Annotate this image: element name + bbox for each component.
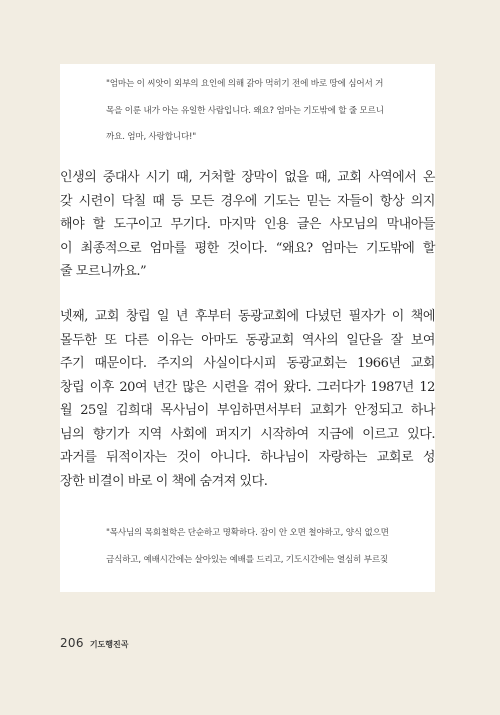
paragraph-line: 줄 모르니까요.”: [60, 264, 147, 279]
quote-line: 까요. 엄마, 사랑합니다!": [106, 132, 197, 142]
quote-line: "엄마는 이 씨앗이 외부의 요인에 의해 갉아 먹히기 전에 바로 땅에 심어서 거: [106, 79, 384, 89]
quote-line: 금식하고, 예배시간에는 살아있는 예배를 드리고, 기도시간에는 열심히 부르짖: [106, 554, 389, 565]
paragraph-line: 님의 향기가 지역 사회에 퍼지기 시작하여 지금에 이르고 있다.: [60, 426, 435, 442]
body-paragraph-1: [60, 166, 435, 284]
paragraph-line: 갖 시련이 닥칠 때 등 모든 경우에 기도는 믿는 자들이 항상 의지: [60, 193, 435, 209]
paragraph-line: 이 최종적으로 엄마를 평한 것이다. “왜요? 엄마는 기도밖에 할: [60, 240, 435, 256]
block-quote-bottom: [106, 520, 426, 573]
paragraph-line: 몰두한 또 다른 이유는 아마도 동광교회 역사의 일단을 잘 보여: [60, 332, 435, 348]
paragraph-line: 장한 비결이 바로 이 책에 숨겨져 있다.: [60, 473, 268, 489]
page-number: 206: [60, 636, 84, 650]
quote-line: 목을 이룬 내가 아는 유일한 사람입니다. 왜요? 엄마는 기도밖에 할 줄 모르니: [106, 105, 384, 116]
paragraph-line: 창립 이후 20여 년간 많은 시련을 겪어 왔다. 그러다가 1987년 12: [60, 379, 435, 395]
paragraph-line: 넷째, 교회 창립 일 년 후부터 동광교회에 다녔던 필자가 이 책에: [60, 309, 435, 324]
block-quote-top: [106, 71, 426, 151]
body-paragraph-2: [60, 305, 435, 493]
paragraph-line: 인생의 중대사 시기 때, 거처할 장막이 없을 때, 교회 사역에서 온: [60, 170, 435, 185]
paragraph-line: 과거를 뒤적이자는 것이 아니다. 하나님이 자랑하는 교회로 성: [60, 450, 435, 465]
page-content-panel: [60, 64, 435, 592]
running-title: 기도행진곡: [89, 640, 129, 649]
page-footer: [60, 636, 128, 650]
paragraph-line: 주기 때문이다. 주지의 사실이다시피 동광교회는 1966년 교회: [60, 356, 435, 371]
paragraph-line: 해야 할 도구이고 무기다. 마지막 인용 글은 사모님의 막내아들: [60, 217, 435, 232]
quote-line: "목사님의 목회철학은 단순하고 명확하다. 잠이 안 오면 철야하고, 양식 없으면: [106, 528, 389, 538]
paragraph-line: 월 25일 김희대 목사님이 부임하면서부터 교회가 안정되고 하나: [60, 403, 435, 418]
